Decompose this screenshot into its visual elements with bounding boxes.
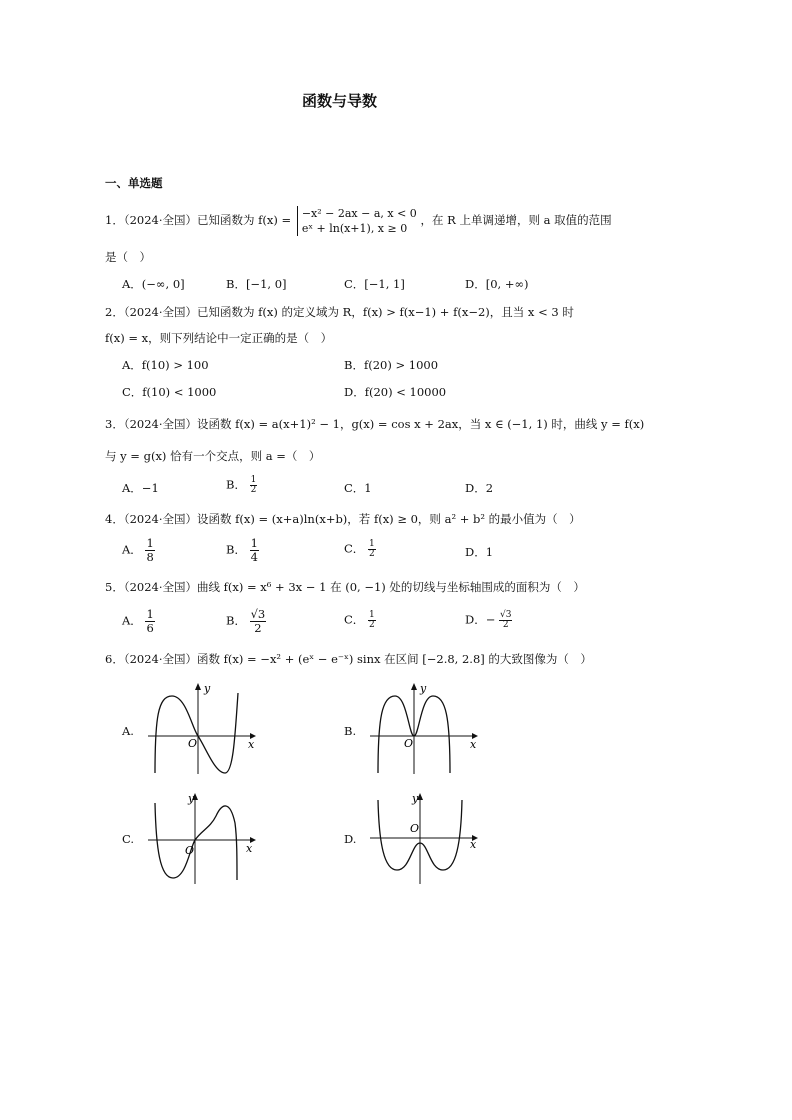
- q4-option-d[interactable]: D．1: [465, 545, 494, 559]
- q3-option-b-label: B．: [226, 477, 246, 492]
- question-4: 4．（2024·全国）设函数 f(x) = (x+a)ln(x+b)，若 f(x) ≥ 0，则 a² + b² 的最小值为（ ）: [105, 512, 581, 526]
- q5-option-c-fraction: [368, 611, 376, 630]
- section-heading: 一、单选题: [105, 176, 163, 190]
- q4-option-b-fraction: [250, 537, 259, 564]
- x-axis-label: x: [470, 738, 477, 751]
- q2-option-b[interactable]: B．f(20) > 1000: [344, 358, 439, 372]
- y-axis-label: y: [420, 682, 427, 695]
- q5-option-a-fraction: [145, 608, 154, 635]
- q1-piecewise: [297, 206, 417, 236]
- q6-graph-a[interactable]: [140, 678, 260, 778]
- q1-func: f(x) =: [258, 213, 292, 227]
- origin-label: O: [404, 737, 414, 750]
- origin-label: O: [185, 844, 195, 857]
- q4-option-a-denominator: 8: [146, 550, 154, 564]
- q1-case-2: eˣ + ln(x+1), x ≥ 0: [301, 222, 408, 235]
- q2-option-a[interactable]: A．f(10) > 100: [122, 358, 209, 372]
- q6-graph-d[interactable]: [362, 788, 482, 888]
- q4-option-c-denominator: 2: [368, 549, 375, 559]
- q5-option-b[interactable]: [226, 608, 266, 635]
- q1-suffix: ，在 R 上单调递增，则 a 取值的范围: [420, 213, 612, 227]
- q6-graph-b[interactable]: [362, 678, 482, 778]
- q3-line-2: 与 y = g(x) 恰有一个交点，则 a =（ ）: [105, 449, 321, 463]
- q5-option-d[interactable]: [465, 611, 512, 630]
- q5-option-b-fraction: [250, 608, 267, 635]
- q5-option-c-denominator: 2: [368, 620, 375, 630]
- q6-graph-c[interactable]: [140, 788, 260, 888]
- q4-option-b[interactable]: [226, 537, 259, 564]
- q1-prefix: 1．（2024·全国）已知函数为: [105, 213, 255, 227]
- y-axis-label: y: [188, 792, 195, 805]
- q1-option-b[interactable]: B．[−1, 0]: [226, 277, 287, 291]
- curve: [155, 693, 238, 773]
- y-axis-arrow-icon: [195, 683, 201, 690]
- q5-option-a-label: A．: [122, 613, 142, 628]
- x-axis-label: x: [248, 738, 255, 751]
- q5-option-d-label: D．−: [465, 612, 496, 627]
- q5-option-d-fraction: [499, 611, 512, 630]
- q5-option-c[interactable]: [344, 611, 376, 630]
- q4-option-c[interactable]: [344, 540, 376, 559]
- origin-label: O: [188, 737, 198, 750]
- y-axis-label: y: [204, 682, 211, 695]
- q4-option-a-label: A．: [122, 542, 142, 557]
- x-axis-label: x: [246, 842, 253, 855]
- q3-option-c[interactable]: C．1: [344, 481, 372, 495]
- q5-option-a[interactable]: [122, 608, 155, 635]
- q5-option-b-label: B．: [226, 613, 246, 628]
- q4-option-a-numerator: 1: [146, 536, 154, 550]
- q2-line-2: f(x) = x，则下列结论中一定正确的是（ ）: [105, 331, 333, 345]
- q4-option-b-denominator: 4: [250, 550, 258, 564]
- q4-option-c-label: C．: [344, 541, 365, 556]
- q5-option-a-numerator: 1: [146, 607, 154, 621]
- question-1: [105, 206, 612, 236]
- question-5: 5．（2024·全国）曲线 f(x) = x⁶ + 3x − 1 在 (0, −1) 处的切线与坐标轴围成的面积为（ ）: [105, 580, 585, 594]
- q5-option-b-numerator: √3: [250, 607, 266, 621]
- q5-option-a-denominator: 6: [146, 621, 154, 635]
- q4-option-c-fraction: [368, 540, 376, 559]
- q5-option-d-numerator: √3: [500, 610, 512, 620]
- q1-option-d[interactable]: D．[0, +∞): [465, 277, 529, 291]
- y-axis-label: y: [412, 792, 419, 805]
- question-2: 2．（2024·全国）已知函数为 f(x) 的定义域为 R，f(x) > f(x−1) + f(x−2)，且当 x < 3 时: [105, 305, 574, 319]
- q4-option-c-numerator: 1: [368, 539, 375, 549]
- question-6: 6．（2024·全国）函数 f(x) = −x² + (eˣ − e⁻ˣ) sinx 在区间 [−2.8, 2.8] 的大致图像为（ ）: [105, 652, 592, 666]
- q2-option-d[interactable]: D．f(20) < 10000: [344, 385, 447, 399]
- y-axis-arrow-icon: [411, 683, 417, 690]
- q5-option-c-numerator: 1: [368, 610, 375, 620]
- q1-case-1: −x² − 2ax − a, x < 0: [301, 207, 417, 220]
- q5-option-d-denominator: 2: [502, 620, 509, 630]
- q4-option-b-numerator: 1: [250, 536, 258, 550]
- q6-option-c-label[interactable]: C.: [122, 832, 135, 846]
- q1-option-a[interactable]: A．(−∞, 0]: [122, 277, 185, 291]
- q3-option-b-denominator: 2: [250, 485, 257, 495]
- q5-option-b-denominator: 2: [254, 621, 262, 635]
- question-3: 3．（2024·全国）设函数 f(x) = a(x+1)² − 1，g(x) = cos x + 2ax，当 x ∈ (−1, 1) 时，曲线 y = f(x): [105, 417, 645, 431]
- q3-option-d[interactable]: D．2: [465, 481, 494, 495]
- q6-option-d-label[interactable]: D.: [344, 832, 357, 846]
- q6-option-b-label[interactable]: B.: [344, 724, 357, 738]
- q3-option-b-numerator: 1: [250, 475, 257, 485]
- q3-option-b[interactable]: [226, 476, 257, 495]
- q4-option-b-label: B．: [226, 542, 246, 557]
- origin-label: O: [410, 822, 420, 835]
- page-title: 函数与导数: [302, 92, 378, 110]
- q3-option-b-fraction: [250, 476, 258, 495]
- q1-line-2: 是（ ）: [105, 250, 151, 264]
- curve: [155, 803, 237, 880]
- q2-option-c[interactable]: C．f(10) < 1000: [122, 385, 217, 399]
- q5-option-c-label: C．: [344, 612, 365, 627]
- x-axis-label: x: [470, 838, 477, 851]
- q4-option-a[interactable]: [122, 537, 155, 564]
- q6-option-a-label[interactable]: A.: [122, 724, 134, 738]
- q1-option-c[interactable]: C．[−1, 1]: [344, 277, 405, 291]
- q4-option-a-fraction: [145, 537, 154, 564]
- q3-option-a[interactable]: A．−1: [122, 481, 159, 495]
